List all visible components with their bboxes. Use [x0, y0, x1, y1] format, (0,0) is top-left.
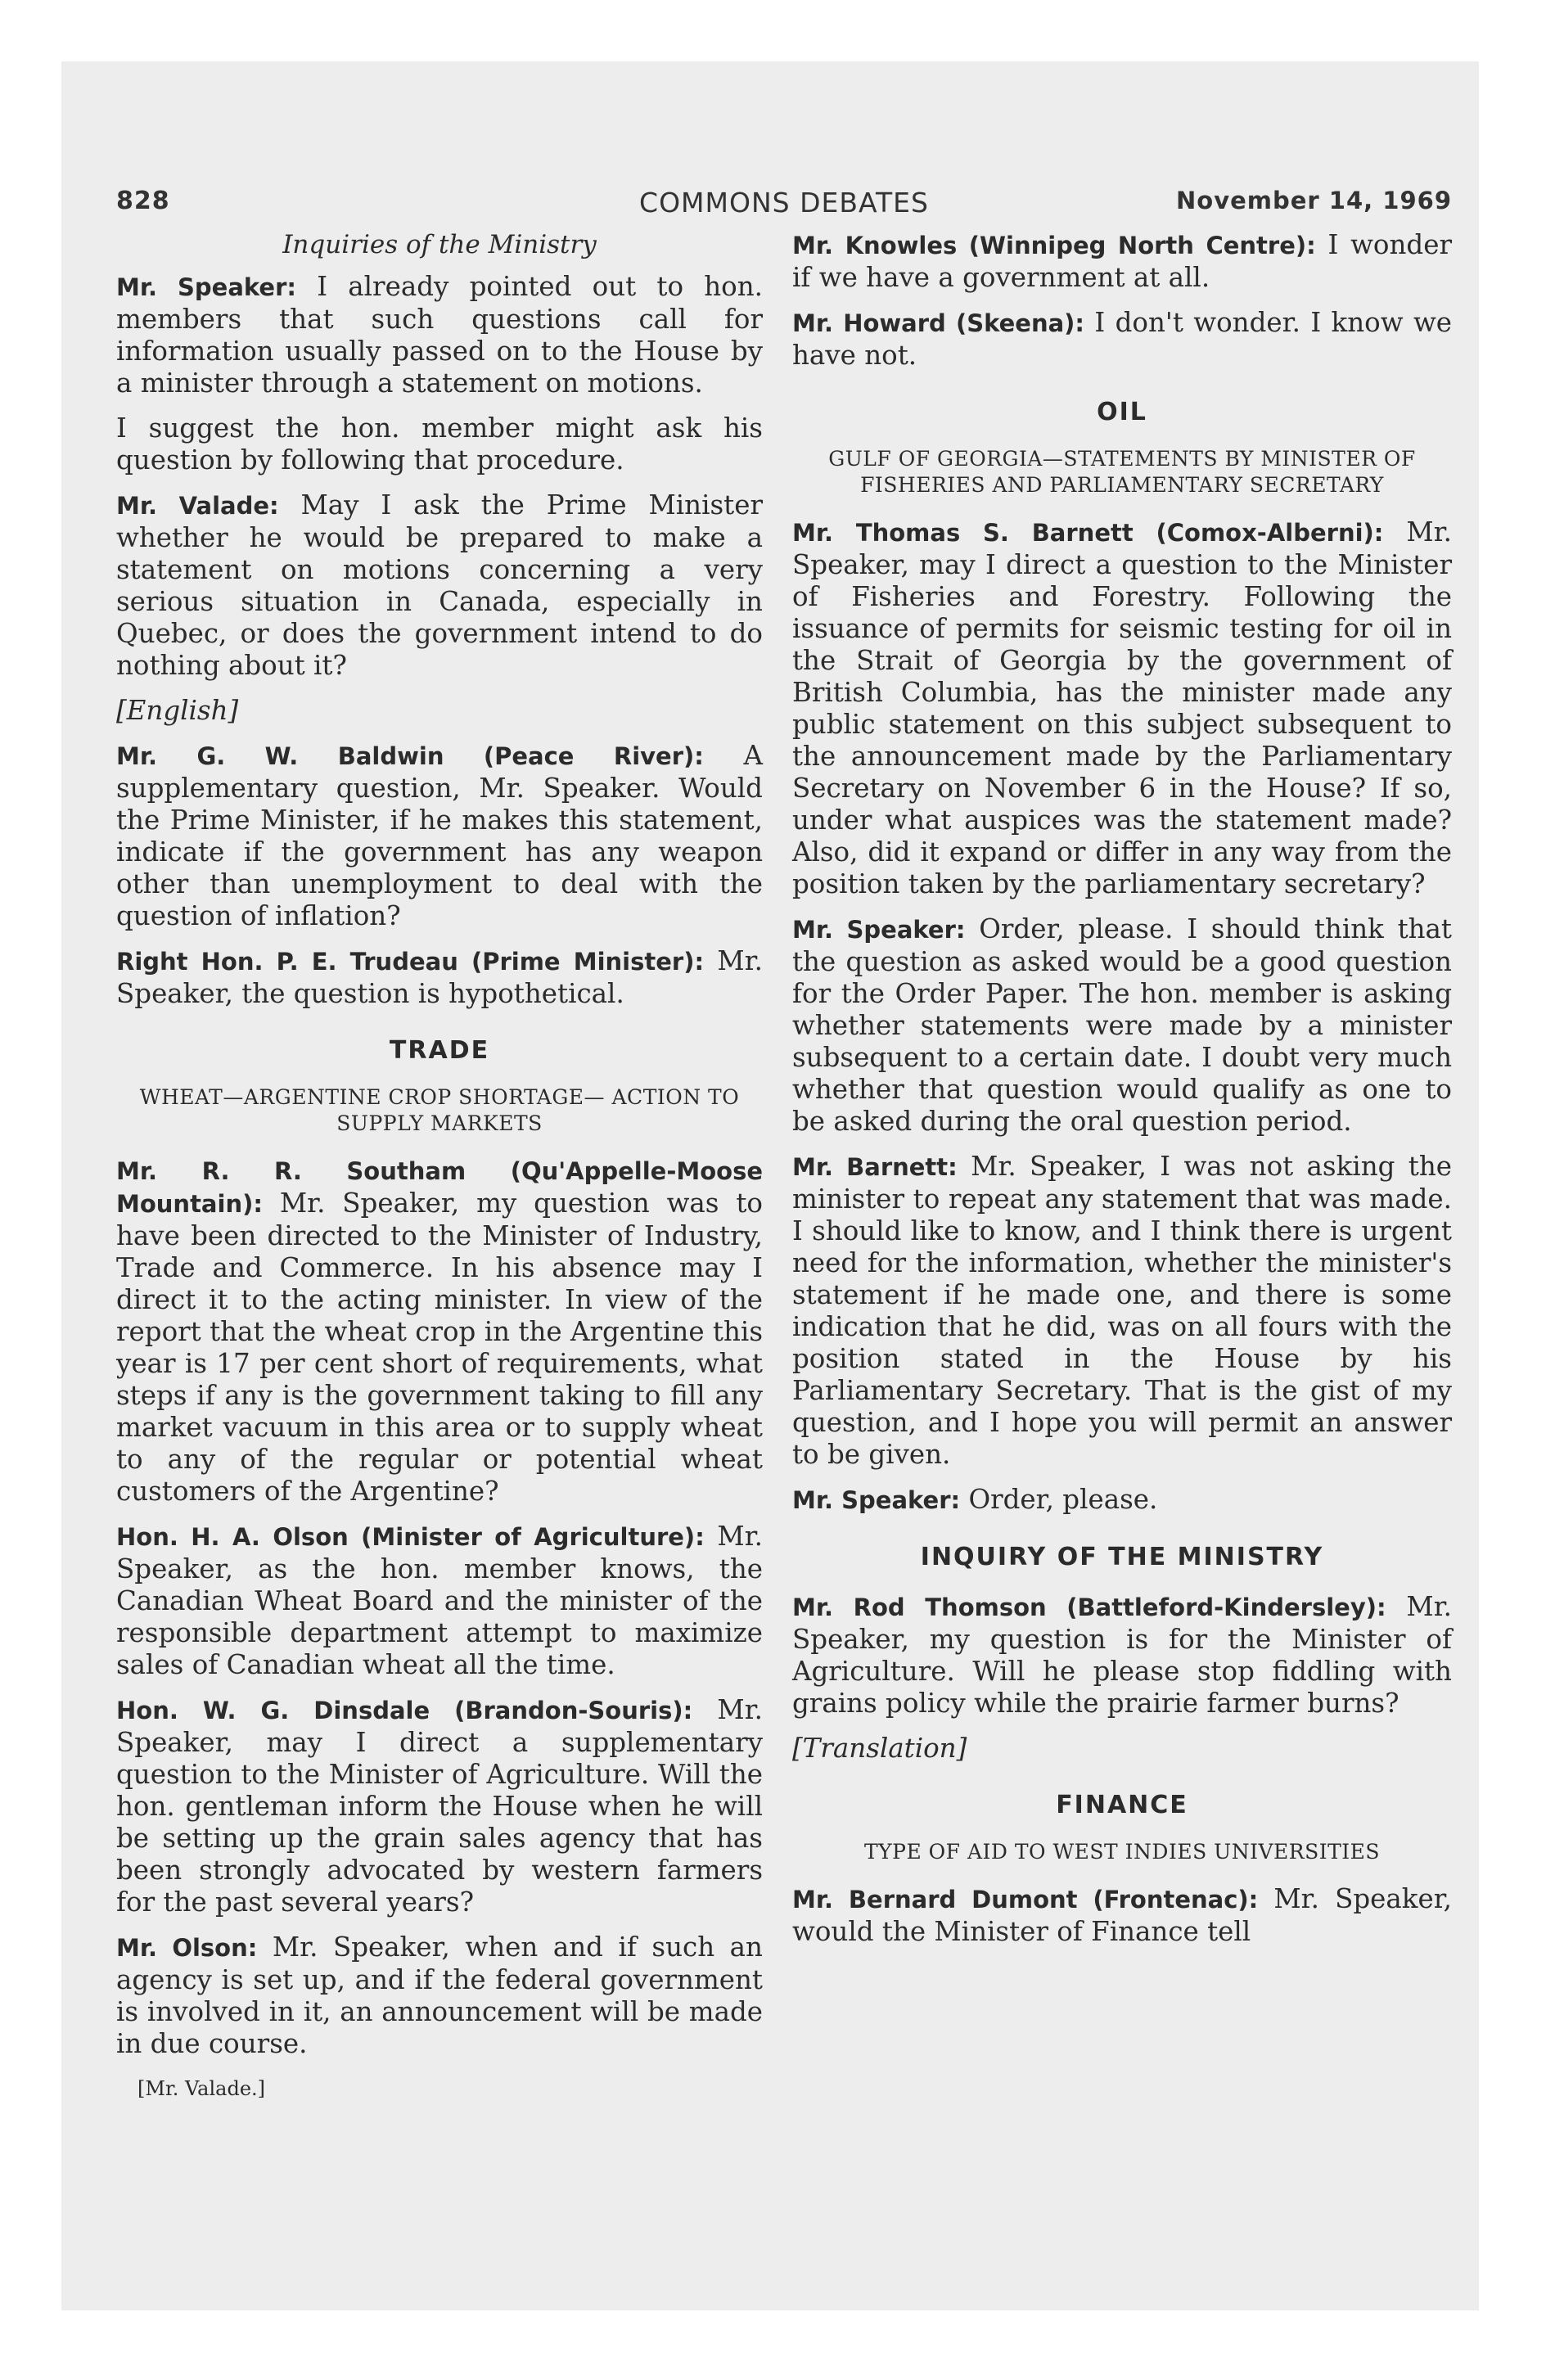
language-marker: [English]	[116, 695, 239, 726]
right-column	[792, 229, 1452, 1961]
speech-text: Mr. Speaker, when and if such an agency is set up, and if the federal government is involved in it, an announcement will be made in due course.	[116, 1931, 763, 2059]
speech-text: Mr. Speaker, may I direct a question to the Minister of Fisheries and Forestry. Following the issuance of permits for seismic testing for oil in the Strait of Georgia by the government of British Columbia, has the minister made any public statement on this subject subsequent to the announcement made by the Parliamentary Secretary on November 6 in the House? If so, under what auspices was the statement made? Also, did it expand or differ in any way from the position taken by the parliamentary secretary?	[792, 516, 1453, 899]
page-number: 828	[116, 187, 170, 215]
paragraph	[792, 1883, 1452, 1948]
speech-text: Mr. Speaker, my question is for the Minister of Agriculture. Will he please stop fiddling with grains policy while the prairie farmer burns?	[792, 1591, 1452, 1719]
paragraph	[116, 1155, 763, 1508]
speaker-name: Mr. Bernard Dumont (Frontenac):	[792, 1886, 1259, 1913]
publication-title: COMMONS DEBATES	[639, 187, 929, 219]
paragraph	[116, 1931, 763, 2060]
subheading-wheat: WHEAT—ARGENTINE CROP SHORTAGE— ACTION TO SUPPLY MARKETS	[139, 1085, 740, 1135]
section-heading-inquiry: INQUIRY OF THE MINISTRY	[920, 1543, 1324, 1571]
page-header	[116, 187, 1452, 223]
paragraph	[792, 516, 1452, 900]
speaker-name: Mr. G. W. Baldwin (Peace River):	[116, 742, 704, 770]
speech-text: Order, please. I should think that the question as asked would be a good question for the Order Paper. The hon. member is asking whether statements were made by a minister subsequent to a certain date. I doubt very much whether that question would qualify as one to be asked during the oral question period.	[792, 913, 1452, 1137]
speech-text: Mr. Speaker, the question is hypothetical.	[116, 945, 763, 1009]
section-heading-oil: OIL	[1097, 398, 1147, 426]
paragraph	[792, 913, 1452, 1138]
running-head: Inquiries of the Ministry	[282, 230, 597, 259]
paragraph	[792, 229, 1452, 294]
speech-text: May I ask the Prime Minister whether he would be prepared to make a statement on motions concerning a very serious situation in Canada, especially in Quebec, or does the government intend to do nothing about it?	[116, 489, 763, 681]
speaker-name: Mr. Olson:	[116, 1934, 258, 1962]
speech-text: Mr. Speaker, may I direct a supplementary question to the Minister of Agriculture. Will the hon. gentleman inform the House when he will be setting up the grain sales agency that has been strongly advocated by western farmers for the past several years?	[116, 1694, 764, 1918]
paragraph	[116, 489, 763, 682]
speech-text: A supplementary question, Mr. Speaker. Would the Prime Minister, if he makes this statement, indicate if the government has any weapon other than unemployment to deal with the question of inflation?	[116, 740, 763, 931]
speaker-name: Hon. W. G. Dinsdale (Brandon-Souris):	[116, 1697, 693, 1724]
paragraph: I suggest the hon. member might ask his question by following that procedure.	[116, 412, 763, 476]
speaker-name: Right Hon. P. E. Trudeau (Prime Minister):	[116, 948, 705, 976]
paragraph	[792, 1591, 1452, 1720]
language-marker: [Translation]	[792, 1733, 967, 1764]
speaker-name: Mr. Knowles (Winnipeg North Centre):	[792, 232, 1316, 259]
speech-text: I don't wonder. I know we have not.	[792, 307, 1453, 371]
speaker-name: Mr. Speaker:	[116, 273, 296, 301]
speech-text: I wonder if we have a government at all.	[792, 229, 1453, 293]
speech-text: Mr. Speaker, as the hon. member knows, the Canadian Wheat Board and the minister of the responsible department attempt to maximize sales of Canadian wheat all the time.	[116, 1521, 764, 1680]
paragraph	[116, 1694, 763, 1918]
subheading-gulf-of-georgia: GULF OF GEORGIA—STATEMENTS BY MINISTER OF FISHERIES AND PARLIAMENTARY SECRETARY	[828, 447, 1416, 497]
paragraph	[116, 945, 763, 1010]
speaker-name: Mr. Speaker:	[792, 1486, 961, 1514]
issue-date: November 14, 1969	[1176, 187, 1452, 214]
paragraph	[116, 1521, 763, 1681]
speaker-name: Mr. Valade:	[116, 492, 279, 520]
speaker-name: Mr. Barnett:	[792, 1153, 958, 1181]
left-column	[116, 229, 763, 2105]
speech-text: Mr. Speaker, would the Minister of Finance tell	[792, 1883, 1452, 1947]
section-heading-finance: FINANCE	[1056, 1791, 1188, 1819]
speech-text: Mr. Speaker, my question was to have been directed to the Minister of Industry, Trade and Commerce. In his absence may I direct it to the acting minister. In view of the report that the wheat crop in the Argentine this year is 17 per cent short of requirements, what steps if any is the government taking to fill any market vacuum in this area or to supply wheat to any of the regular or potential wheat customers of the Argentine?	[116, 1188, 763, 1507]
speech-text: I already pointed out to hon. members that such questions call for information usually passed on to the House by a minister through a statement on motions.	[116, 271, 763, 399]
speaker-name: Mr. Rod Thomson (Battleford-Kindersley):	[792, 1593, 1386, 1621]
paragraph	[116, 271, 763, 399]
speaker-name: Mr. Howard (Skeena):	[792, 309, 1085, 337]
paragraph	[792, 1151, 1452, 1471]
section-heading-trade: TRADE	[389, 1036, 490, 1065]
speaker-name: Mr. Thomas S. Barnett (Comox-Alberni):	[792, 519, 1384, 547]
footnote: [Mr. Valade.]	[137, 2077, 266, 2100]
speaker-name: Mr. R. R. Southam (Qu'Appelle-Moose Mountain):	[116, 1157, 763, 1218]
speech-text: Mr. Speaker, I was not asking the minister to repeat any statement that was made. I should like to know, and I think there is urgent need for the information, whether the minister's statement if he made one, and there is some indication that he did, was on all fours with the position stated in the House by his Parliamentary Secretary. That is the gist of my question, and I hope you will permit an answer to be given.	[792, 1151, 1452, 1470]
paragraph	[116, 740, 763, 932]
speaker-name: Mr. Speaker:	[792, 916, 966, 944]
paragraph	[792, 1484, 1452, 1517]
subheading-west-indies: TYPE OF AID TO WEST INDIES UNIVERSITIES	[863, 1840, 1381, 1864]
speech-text: Order, please.	[960, 1484, 1158, 1515]
speaker-name: Hon. H. A. Olson (Minister of Agriculture):	[116, 1523, 705, 1551]
paragraph	[792, 307, 1452, 372]
